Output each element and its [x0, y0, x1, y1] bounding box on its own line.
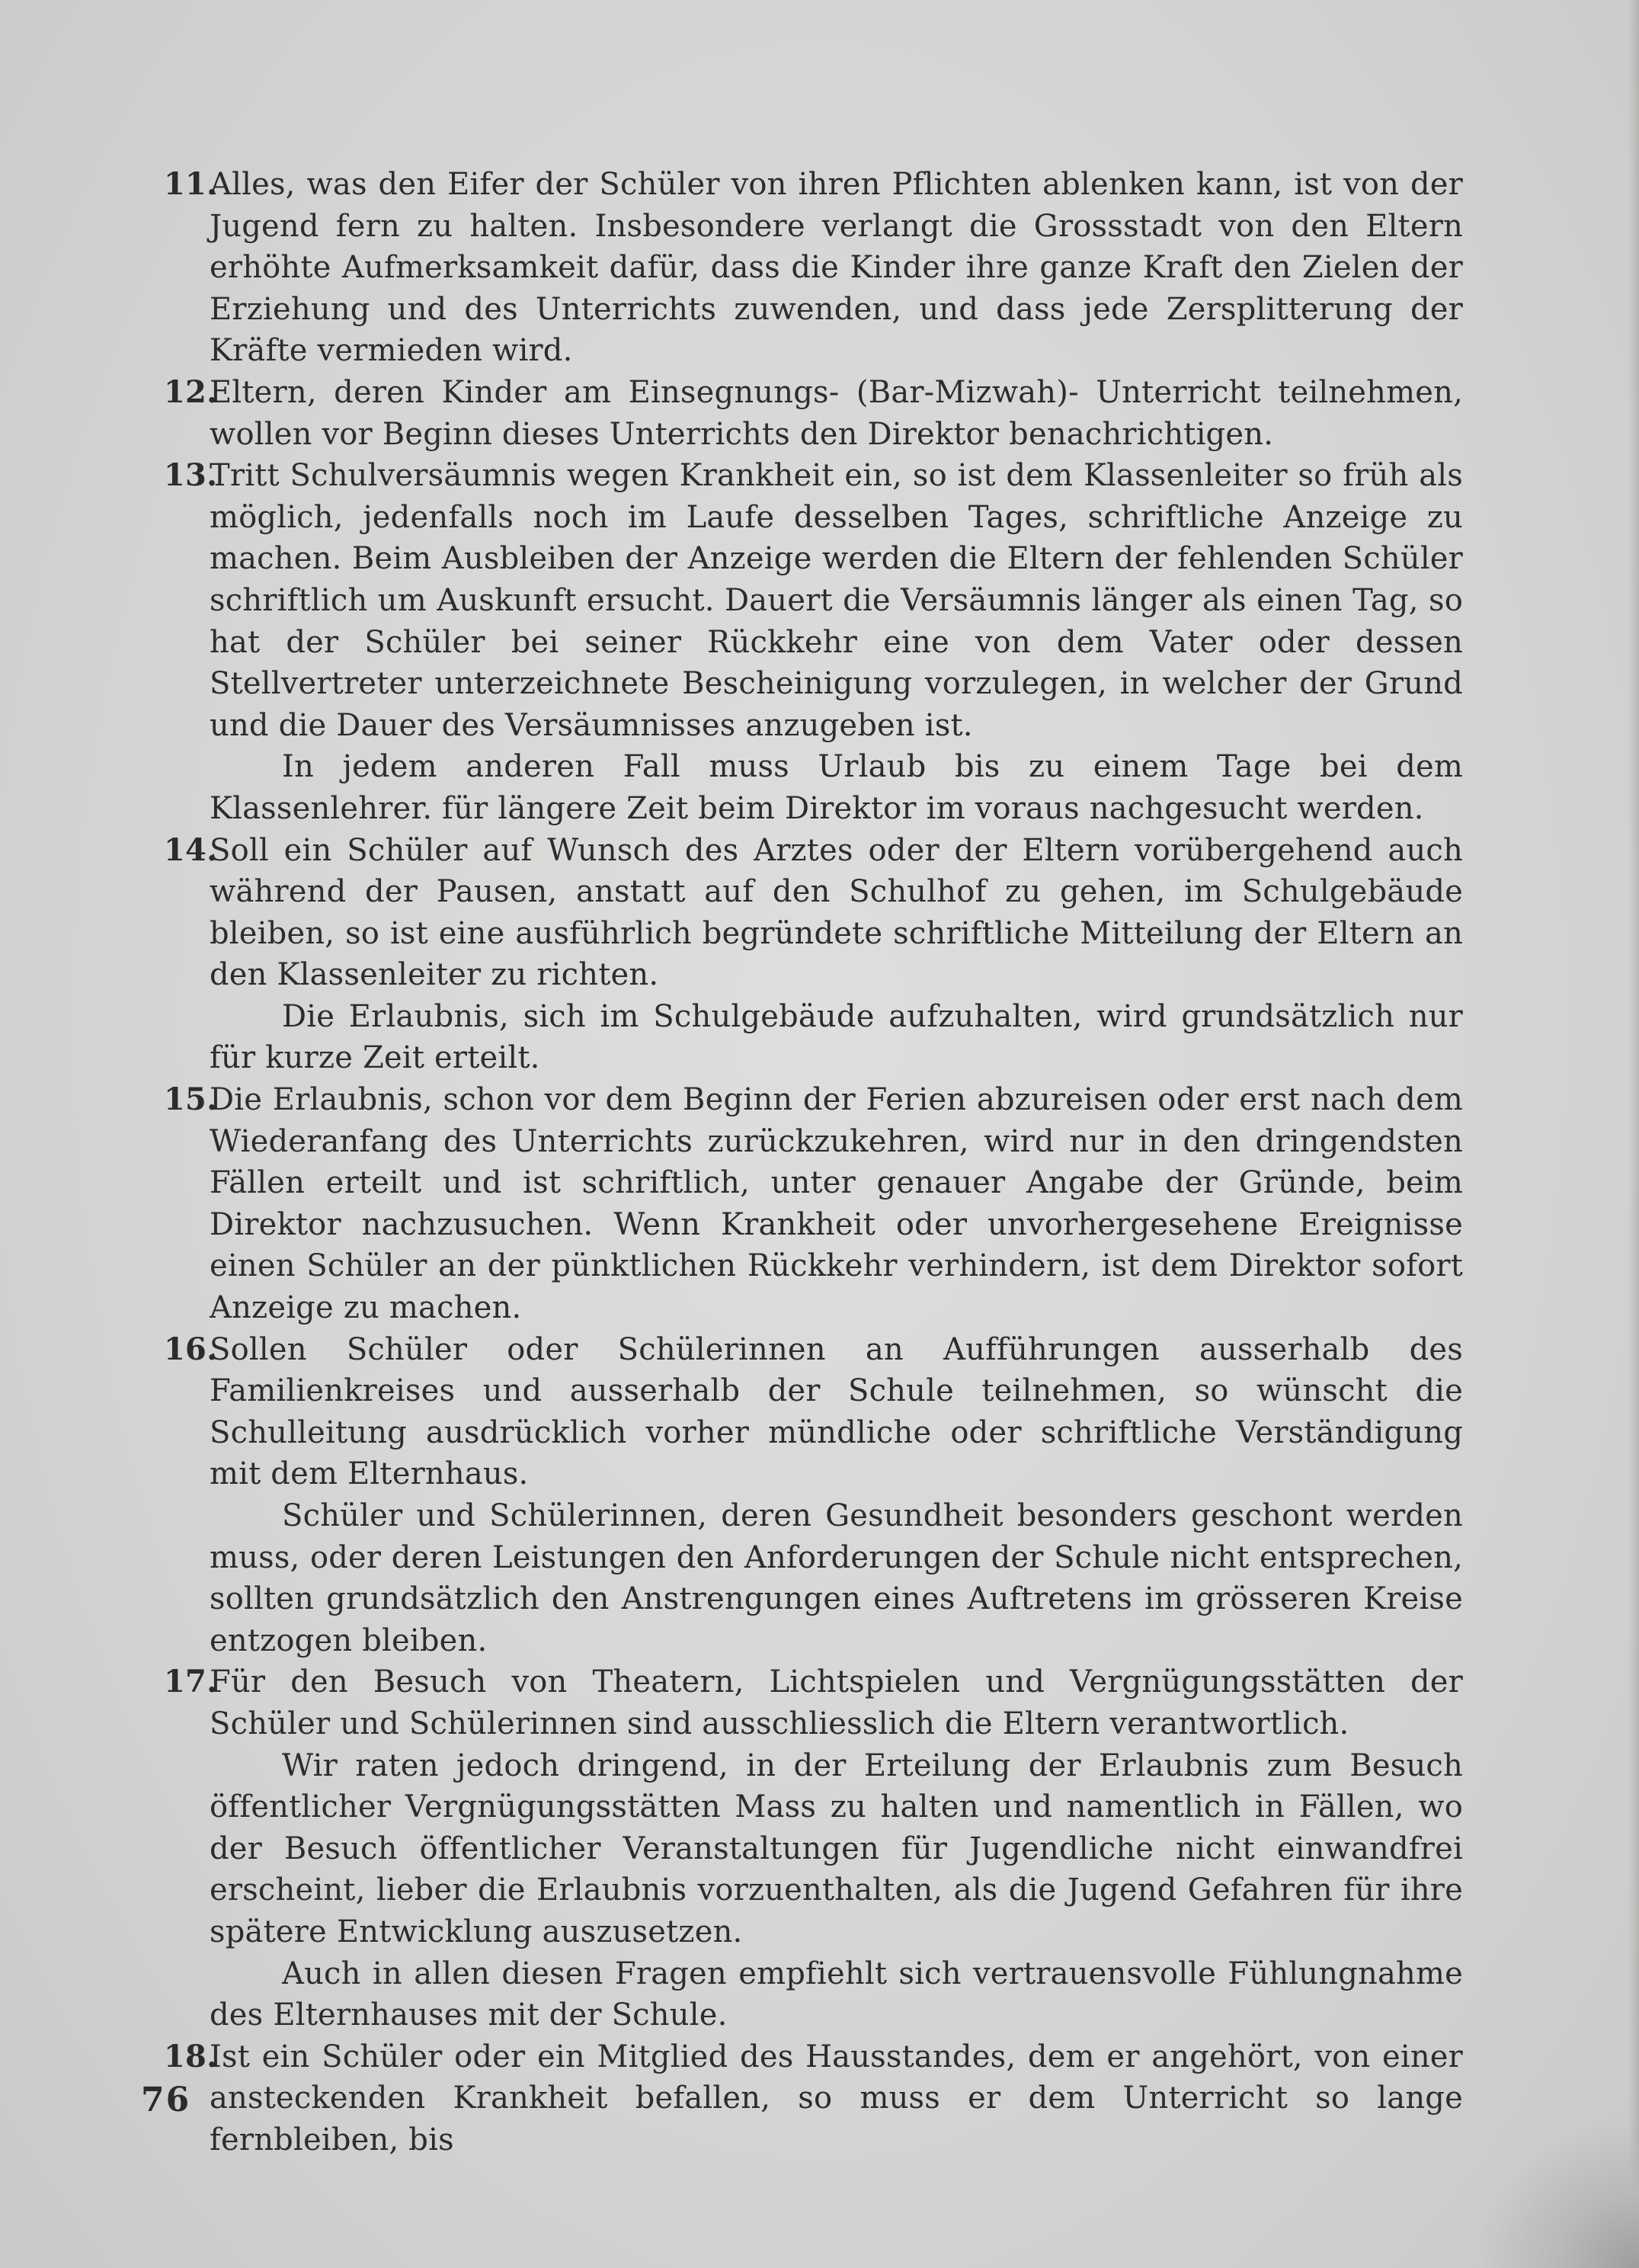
- rule-number: 11.: [164, 166, 218, 202]
- rule-number: 18.: [164, 2038, 218, 2074]
- rule-paragraph: Die Erlaubnis, schon vor dem Beginn der Ferien abzureisen oder erst nach dem Wiederanfang des Unterrichts zurückzukehren, wird nur in den dringendsten Fällen erteilt und ist schriftlich, unter genauer Angabe der Gründe, beim Direktor nachzusuchen. Wenn Krankheit oder unvorhergesehene Ereignisse einen Schüler an der pünktlichen Rückkehr verhindern, ist dem Direktor sofort Anzeige zu machen.: [210, 1082, 1463, 1326]
- rule-17: [164, 1661, 1463, 2036]
- rule-12: [164, 372, 1463, 455]
- rule-15: [164, 1079, 1463, 1329]
- rule-paragraph: Wir raten jedoch dringend, in der Erteilung der Erlaubnis zum Besuch öffentlicher Vergnügungsstätten Mass zu halten und namentlich in Fällen, wo der Besuch öffentlicher Veranstaltungen für Jugendliche nicht einwandfrei erscheint, lieber die Erlaubnis vorzuenthalten, als die Jugend Gefahren für ihre spätere Entwicklung auszusetzen.: [210, 1747, 1463, 1949]
- rule-number: 12.: [164, 373, 218, 410]
- rule-16: [164, 1329, 1463, 1662]
- rule-11: [164, 164, 1463, 372]
- page-edge-shadow: [1628, 0, 1639, 2268]
- rule-number: 17.: [164, 1664, 218, 1700]
- rule-13: [164, 455, 1463, 829]
- rule-paragraph: Tritt Schulversäumnis wegen Krankheit ein, so ist dem Klassenleiter so früh als möglich, jedenfalls noch im Laufe desselben Tages, schriftliche Anzeige zu machen. Beim Ausbleiben der Anzeige werden die Eltern der fehlenden Schüler schriftlich um Auskunft ersucht. Dauert die Versäumnis länger als einen Tag, so hat der Schüler bei seiner Rückkehr eine von dem Vater oder dessen Stellvertreter unterzeichnete Bescheinigung vorzulegen, in welcher der Grund und die Dauer des Versäumnisses anzugeben ist.: [210, 458, 1463, 743]
- rule-paragraph: Auch in allen diesen Fragen empfiehlt sich vertrauensvolle Fühlungnahme des Elternhauses mit der Schule.: [210, 1956, 1463, 2033]
- rule-number: 14.: [164, 831, 218, 868]
- rule-paragraph: Alles, was den Eifer der Schüler von ihren Pflichten ablenken kann, ist von der Jugend fern zu halten. Insbesondere verlangt die Grossstadt von den Eltern erhöhte Aufmerksamkeit dafür, dass die Kinder ihre ganze Kraft den Zielen der Erziehung und des Unterrichts zuwenden, und dass jede Zersplitterung der Kräfte vermieden wird.: [210, 167, 1463, 369]
- rule-number: 16.: [164, 1331, 218, 1367]
- rule-paragraph: Schüler und Schülerinnen, deren Gesundheit besonders geschont werden muss, oder deren Leistungen den Anforderungen der Schule nicht entsprechen, sollten grundsätzlich den Anstrengungen eines Auftretens im grösseren Kreise entzogen bleiben.: [210, 1498, 1463, 1658]
- rule-paragraph: Die Erlaubnis, sich im Schulgebäude aufzuhalten, wird grundsätzlich nur für kurze Zeit erteilt.: [210, 998, 1463, 1076]
- rule-paragraph: In jedem anderen Fall muss Urlaub bis zu einem Tage bei dem Klassenlehrer. für längere Zeit beim Direktor im voraus nachgesucht werden.: [210, 749, 1463, 826]
- rule-14: [164, 830, 1463, 1080]
- rule-paragraph: Ist ein Schüler oder ein Mitglied des Hausstandes, dem er angehört, von einer ansteckenden Krankheit befallen, so muss er dem Unterricht so lange fernbleiben, bis: [210, 2039, 1463, 2157]
- rule-paragraph: Sollen Schüler oder Schülerinnen an Aufführungen ausserhalb des Familienkreises und ausserhalb der Schule teilnehmen, so wünscht die Schulleitung ausdrücklich vorher mündliche oder schriftliche Verständigung mit dem Elternhaus.: [210, 1331, 1463, 1492]
- rule-number: 13.: [164, 457, 218, 494]
- paper-stain: [1471, 2116, 1639, 2268]
- page-number: 76: [141, 2081, 191, 2119]
- rule-paragraph: Eltern, deren Kinder am Einsegnungs- (Bar-Mizwah)- Unterricht teilnehmen, wollen vor Beginn dieses Unterrichts den Direktor benachrichtigen.: [210, 374, 1463, 452]
- rule-paragraph: Für den Besuch von Theatern, Lichtspielen und Vergnügungsstätten der Schüler und Schülerinnen sind ausschliesslich die Eltern verantwortlich.: [210, 1664, 1463, 1741]
- rule-number: 15.: [164, 1081, 218, 1118]
- rule-paragraph: Soll ein Schüler auf Wunsch des Arztes oder der Eltern vorübergehend auch während der Pausen, anstatt auf den Schulhof zu gehen, im Schulgebäude bleiben, so ist eine ausführlich begründete schriftliche Mitteilung der Eltern an den Klassenleiter zu richten.: [210, 832, 1463, 993]
